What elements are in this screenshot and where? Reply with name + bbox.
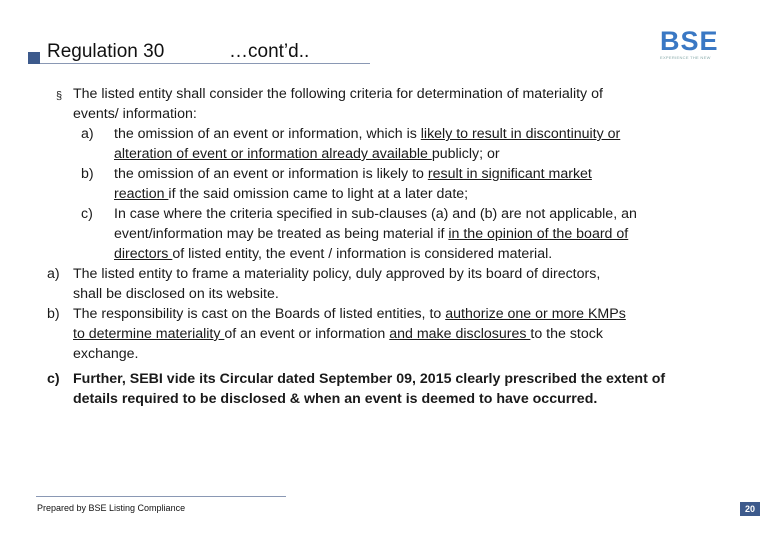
sub-c-text-3: directors of listed entity, the event / information is considered material. [114,246,553,262]
item-b-text-3: exchange. [73,346,139,362]
footer-divider [36,496,286,497]
item-a-line-2 [0,284,780,304]
title-underline [40,63,370,64]
item-b-marker: b) [47,306,60,322]
page-title: Regulation 30 [47,41,165,62]
item-b-text-2: to determine materiality of an event or information and make disclosures to the stock [73,326,603,342]
item-b-line-2 [0,324,780,344]
item-b-text-1: The responsibility is cast on the Boards of listed entities, to authorize one or more KMPs [73,306,626,322]
item-a-text-1: The listed entity to frame a materiality policy, duly approved by its board of directors, [73,266,601,282]
sub-b-line-1 [0,164,780,184]
bullet-line-2 [0,104,780,124]
sub-c-text-2: event/information may be treated as being material if in the opinion of the board of [114,226,629,242]
item-c-text-1: Further, SEBI vide its Circular dated September 09, 2015 clearly prescribed the extent of [73,371,666,387]
logo-text: BSE [660,26,719,56]
logo-tagline: EXPERIENCE THE NEW [660,55,711,60]
item-c-marker: c) [47,371,60,387]
sub-c-text-1: In case where the criteria specified in sub-clauses (a) and (b) are not applicable, an [114,206,637,222]
item-c-text-2: details required to be disclosed & when an event is deemed to have occurred. [73,391,598,407]
sub-b-line-2 [0,184,780,204]
item-a-marker: a) [47,266,60,282]
sub-b-text-1: the omission of an event or information is likely to result in significant market [114,166,592,182]
page-number: 20 [740,502,760,516]
item-b-line-1 [0,304,780,324]
sub-a-text-1: the omission of an event or information, which is likely to result in discontinuity or [114,126,621,142]
item-b-line-3 [0,344,780,364]
sub-c-line-3 [0,244,780,264]
sub-a-line-1 [0,124,780,144]
bullet-text-1: The listed entity shall consider the following criteria for determination of materiality of [73,86,603,102]
sub-b-text-2: reaction if the said omission came to light at a later date; [114,186,469,202]
sub-c-marker: c) [81,206,93,222]
item-a-text-2: shall be disclosed on its website. [73,286,279,302]
slide-content [0,84,780,409]
sub-a-marker: a) [81,126,94,142]
item-a-line-1 [0,264,780,284]
title-marker [28,52,40,64]
sub-b-marker: b) [81,166,94,182]
bullet-line-1 [0,84,780,104]
sub-c-line-1 [0,204,780,224]
sub-a-line-2 [0,144,780,164]
item-c-line-2 [0,389,780,409]
footer-text: Prepared by BSE Listing Compliance [37,503,186,513]
item-c-line-1 [0,369,780,389]
sub-a-text-2: alteration of event or information already available publicly; or [114,146,500,162]
sub-c-line-2 [0,224,780,244]
continued-label: …cont’d.. [229,41,310,62]
bullet-marker: § [56,90,63,102]
bullet-text-2: events/ information: [73,106,197,122]
bse-logo [660,28,732,64]
